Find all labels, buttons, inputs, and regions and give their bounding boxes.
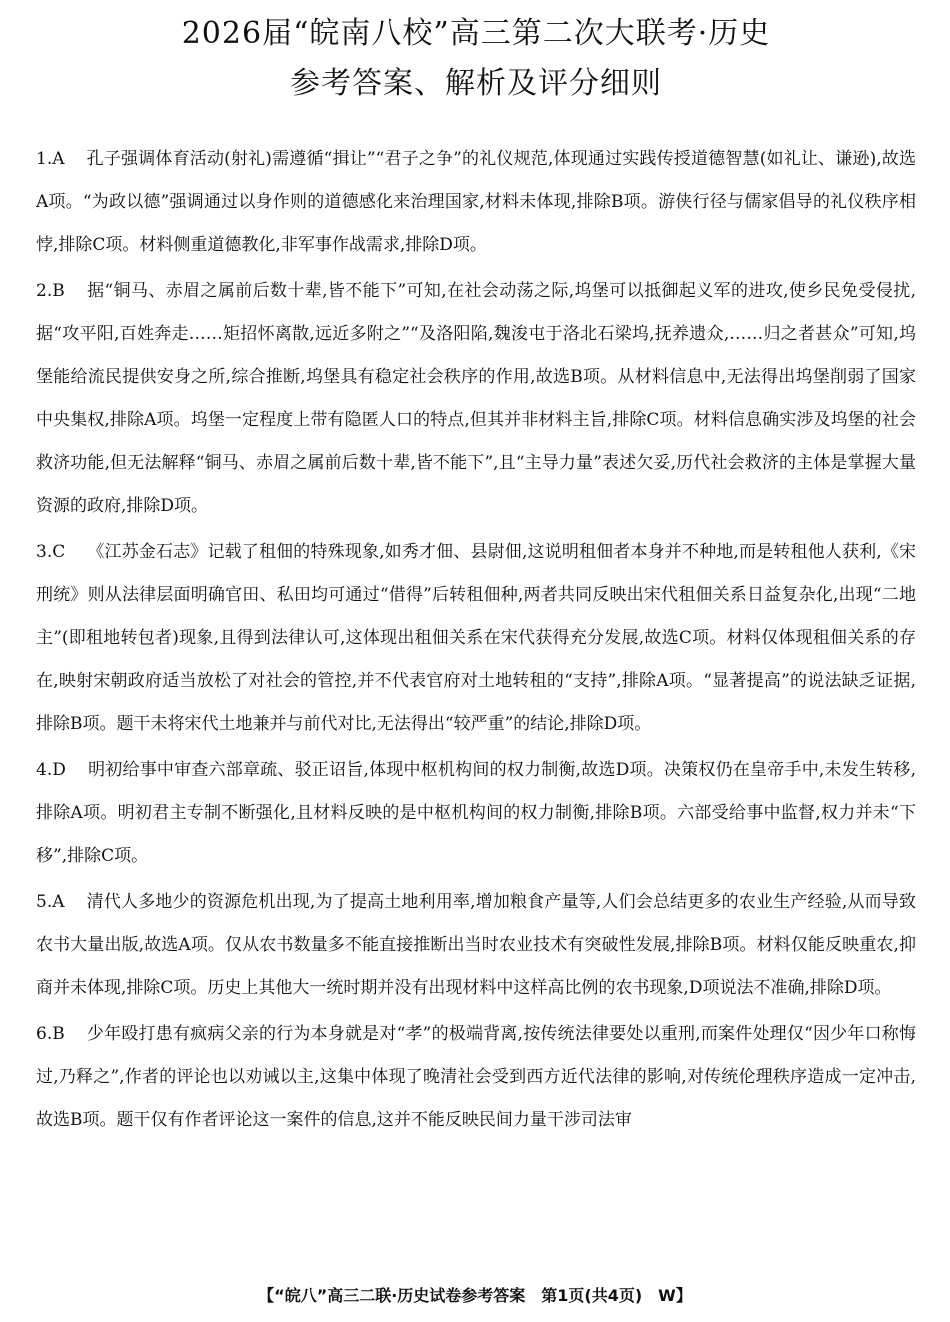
answer-number: 1.A (36, 149, 65, 169)
answer-explanation: 据“铜马、赤眉之属前后数十辈,皆不能下”可知,在社会动荡之际,坞堡可以抵御起义军的进攻,使乡民免受侵扰,据“攻平阳,百姓奔走……矩招怀离散,远近多附之”“及洛阳陷,魏浚屯于洛北石梁坞,抚养遗众,……归之者甚众”可知,坞堡能给流民提供安身之所,综合推断,坞堡具有稳定社会秩序的作用,故选B项。从材料信息中,无法得出坞堡削弱了国家中央集权,排除A项。坞堡一定程度上带有隐匿人口的特点,但其并非材料主旨,排除C项。材料信息确实涉及坞堡的社会救济功能,但无法解释“铜马、赤眉之属前后数十辈,皆不能下”,且“主导力量”表述欠妥,历代社会救济的主体是掌握大量资源的政府,排除D项。 (36, 281, 916, 516)
answer-item (36, 1013, 916, 1142)
answer-explanation: 清代人多地少的资源危机出现,为了提高土地利用率,增加粮食产量等,人们会总结更多的农业生产经验,从而导致农书大量出版,故选A项。仅从农书数量多不能直接推断出当时农业技术有突破性发展,排除B项。材料仅能反映重农,抑商并未体现,排除C项。历史上其他大一统时期并没有出现材料中这样高比例的农书现象,D项说法不准确,排除D项。 (36, 892, 916, 998)
answer-explanation: 《江苏金石志》记载了租佃的特殊现象,如秀才佃、县尉佃,这说明租佃者本身并不种地,而是转租他人获利,《宋刑统》则从法律层面明确官田、私田均可通过“借得”后转租佃种,两者共同反映出宋代租佃关系日益复杂化,出现“二地主”(即租地转包者)现象,且得到法律认可,这体现出租佃关系在宋代获得充分发展,故选C项。材料仅体现租佃关系的存在,映射宋朝政府适当放松了对社会的管控,并不代表官府对土地转租的“支持”,排除A项。“显著提高”的说法缺乏证据,排除B项。题干未将宋代土地兼并与前代对比,无法得出“较严重”的结论,排除D项。 (36, 542, 916, 734)
answer-number: 6.B (36, 1024, 65, 1044)
answer-number: 5.A (36, 892, 65, 912)
answer-item (36, 270, 916, 528)
answer-item (36, 138, 916, 267)
answer-item (36, 749, 916, 878)
answer-explanation: 孔子强调体育活动(射礼)需遵循“揖让”“君子之争”的礼仪规范,体现通过实践传授道德智慧(如礼让、谦逊),故选A项。“为政以德”强调通过以身作则的道德感化来治理国家,材料未体现,排除B项。游侠行径与儒家倡导的礼仪秩序相悖,排除C项。材料侧重道德教化,非军事作战需求,排除D项。 (36, 149, 916, 255)
answer-explanation: 明初给事中审查六部章疏、驳正诏旨,体现中枢机构间的权力制衡,故选D项。决策权仍在皇帝手中,未发生转移,排除A项。明初君主专制不断强化,且材料反映的是中枢机构间的权力制衡,排除B项。六部受给事中监督,权力并未“下移”,排除C项。 (36, 760, 916, 866)
page-subtitle: 参考答案、解析及评分细则 (290, 66, 662, 101)
answer-explanation: 少年殴打患有疯病父亲的行为本身就是对“孝”的极端背离,按传统法律要处以重刑,而案件处理仅“因少年口称悔过,乃释之”,作者的评论也以劝诫以主,这集中体现了晚清社会受到西方近代法律的影响,对传统伦理秩序造成一定冲击,故选B项。题干仅有作者评论这一案件的信息,这并不能反映民间力量干涉司法审 (36, 1024, 916, 1130)
answer-number: 2.B (36, 281, 65, 301)
answer-item (36, 881, 916, 1010)
answer-item (36, 531, 916, 746)
page-title: 2026届“皖南八校”高三第二次大联考·历史 (181, 16, 771, 51)
page-footer: 【“皖八”高三二联·历史试卷参考答案 第1页(共4页) W】 (258, 1286, 692, 1305)
answer-list (36, 138, 916, 1142)
answer-number: 3.C (36, 542, 66, 562)
answer-number: 4.D (36, 760, 66, 780)
